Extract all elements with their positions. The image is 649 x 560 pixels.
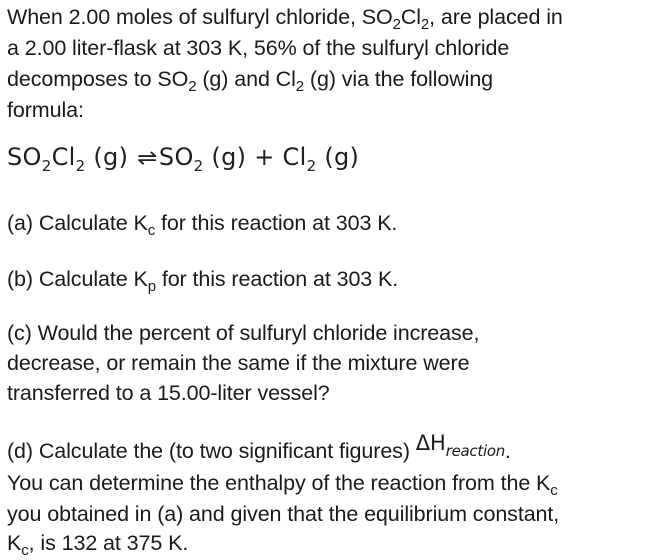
intro-text: When 2.00 moles of sulfuryl chloride, SO xyxy=(7,5,393,29)
question-text: , is 132 at 375 K. xyxy=(28,531,189,555)
intro-text: decomposes to SO xyxy=(7,67,189,91)
subscript: c xyxy=(21,542,29,559)
intro-text: , are placed in xyxy=(429,5,563,29)
subscript: 2 xyxy=(41,157,52,175)
question-b xyxy=(7,266,399,295)
subscript: 2 xyxy=(306,157,317,175)
delta-h-subscript: reaction xyxy=(445,442,505,460)
question-text: for this reaction at 303 K. xyxy=(155,267,399,291)
question-a xyxy=(7,210,398,239)
question-text: (b) Calculate K xyxy=(7,267,148,291)
product-text: (g) + Cl xyxy=(203,143,307,171)
question-text: (a) Calculate K xyxy=(7,211,148,235)
question-c-line-3 xyxy=(7,380,330,406)
intro-text: Cl xyxy=(400,5,421,29)
subscript: 2 xyxy=(188,78,197,95)
question-text: You can determine the enthalpy of the reaction from the K xyxy=(7,471,551,495)
reactant-text: Cl xyxy=(51,143,76,171)
subscript: c xyxy=(147,222,156,239)
question-d-line-4 xyxy=(7,530,189,559)
subscript: 2 xyxy=(193,157,204,175)
subscript: p xyxy=(147,278,156,295)
question-c-line-2 xyxy=(7,350,469,376)
intro-line-1 xyxy=(7,4,563,33)
subscript: 2 xyxy=(420,16,430,33)
question-c-line-1 xyxy=(7,320,479,346)
product-text: SO xyxy=(158,143,194,171)
subscript: c xyxy=(550,482,558,499)
question-text: transferred to a 15.00-liter vessel? xyxy=(7,381,330,405)
intro-line-3 xyxy=(7,66,494,95)
intro-line-4 xyxy=(7,97,84,123)
question-text: K xyxy=(7,531,22,555)
reactant-text: SO xyxy=(7,143,42,171)
question-text: (d) Calculate the (to two significant figures) xyxy=(7,439,416,463)
question-text: for this reaction at 303 K. xyxy=(155,211,398,235)
question-d-line-2 xyxy=(7,470,558,499)
state-label: (g) xyxy=(85,143,137,171)
subscript: 2 xyxy=(75,157,86,175)
reaction-equation xyxy=(7,140,359,176)
delta-h-text: ΔH xyxy=(415,431,446,455)
question-text: . xyxy=(504,439,511,463)
state-label: (g) xyxy=(316,143,360,171)
delta-h-symbol xyxy=(415,431,505,460)
question-text: (c) Would the percent of sulfuryl chloride increase, xyxy=(7,321,480,345)
equilibrium-arrow-icon: ⇌ xyxy=(137,146,158,171)
intro-line-2 xyxy=(7,35,509,61)
subscript: 2 xyxy=(392,16,401,33)
intro-text: a 2.00 liter-flask at 303 K, 56% of the sulfuryl chloride xyxy=(7,36,510,60)
subscript: 2 xyxy=(295,78,305,95)
question-d-line-3 xyxy=(7,501,559,527)
question-d-line-1 xyxy=(7,431,511,466)
intro-text: (g) via the following xyxy=(304,67,494,91)
intro-text: formula: xyxy=(7,98,84,122)
question-text: you obtained in (a) and given that the equilibrium constant, xyxy=(7,502,560,526)
question-text: decrease, or remain the same if the mixture were xyxy=(7,351,470,375)
intro-text: (g) and Cl xyxy=(196,67,296,91)
